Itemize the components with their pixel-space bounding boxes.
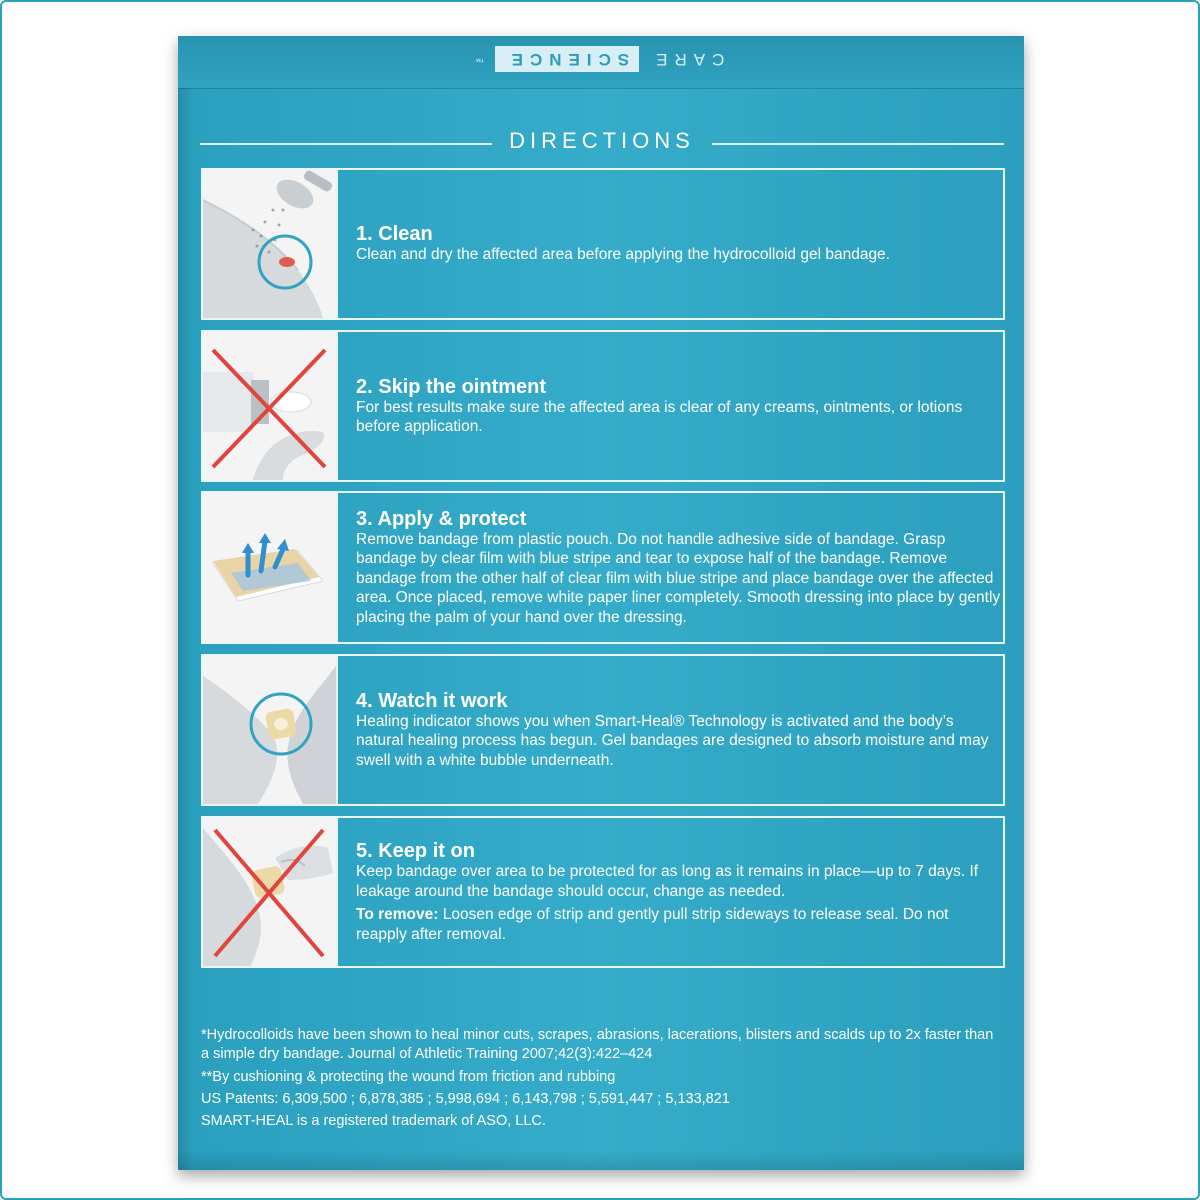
brand-word-left: CARE: [649, 50, 725, 69]
brand-word-middle: SCIENCE: [495, 46, 640, 72]
step-heading: 5. Keep it on: [356, 840, 475, 862]
footnote-patents: US Patents: 6,309,500 ; 6,878,385 ; 5,998,694 ; 6,143,798 ; 5,591,447 ; 5,133,821: [201, 1091, 730, 1107]
step-body: Healing indicator shows you when Smart-Heal® Technology is activated and the body’s natural healing process has begun. Gel bandages are designed to absorb moisture and may swell with a white bubble underneath.: [356, 712, 989, 769]
step-body: Keep bandage over area to be protected for as long as it remains in place—up to 7 days. If leakage around the bandage should occur, change as needed.: [356, 863, 979, 900]
footnote-study: *Hydrocolloids have been shown to heal minor cuts, scrapes, abrasions, lacerations, blisters and scalds up to 2x faster than a simple dry bandage. Journal of Athletic Training 2007;42(3):422–424: [201, 1027, 994, 1062]
removal-label: To remove:: [356, 906, 439, 923]
flap-fold-line: [178, 88, 1024, 89]
footnotes: [201, 1026, 1001, 1132]
step-clean: [201, 168, 1005, 320]
removal-text: Loosen edge of strip and gently pull strip sideways to release seal. Do not reapply after removal.: [356, 906, 949, 943]
step-body: For best results make sure the affected area is clear of any creams, ointments, or lotions before application.: [356, 398, 963, 435]
divider: [712, 143, 1004, 145]
step-skip-ointment: [201, 330, 1005, 482]
step-heading: 1. Clean: [356, 223, 433, 246]
bandage-layers-icon: [203, 493, 338, 642]
step-apply-protect: [201, 491, 1005, 644]
step-body: Clean and dry the affected area before applying the hydrocolloid gel bandage.: [356, 246, 890, 264]
section-title: DIRECTIONS: [509, 128, 695, 153]
step-heading: 3. Apply & protect: [356, 507, 527, 530]
box-shade: [178, 1150, 1024, 1170]
step-watch-it-work: [201, 654, 1005, 806]
step-heading: 4. Watch it work: [356, 689, 508, 712]
shower-elbow-icon: [203, 170, 338, 318]
brand-trademark: ™: [475, 54, 485, 64]
step-heading: 2. Skip the ointment: [356, 375, 547, 398]
step-body: Remove bandage from plastic pouch. Do not handle adhesive side of bandage. Grasp bandage by clear film with blue stripe and tear to expose half of the bandage. Remove bandage from the other half of clear film with blue stripe and place bandage over the affected area. Once placed, remove white paper liner completely. Smooth dressing into place by gently placing the palm of your hand over the dressing.: [356, 530, 1001, 626]
brand-logo: [420, 40, 780, 78]
footnote-trademark: SMART-HEAL is a registered trademark of ASO, LLC.: [201, 1113, 546, 1129]
removal-instructions: [356, 905, 1003, 944]
divider: [200, 143, 492, 145]
no-peel-icon: [203, 818, 338, 966]
bandaged-elbow-icon: [203, 656, 338, 804]
no-ointment-icon: [203, 332, 338, 480]
box-shade: [178, 36, 194, 1170]
step-keep-it-on: [201, 816, 1005, 968]
footnote-cushion: **By cushioning & protecting the wound from friction and rubbing: [201, 1069, 616, 1085]
